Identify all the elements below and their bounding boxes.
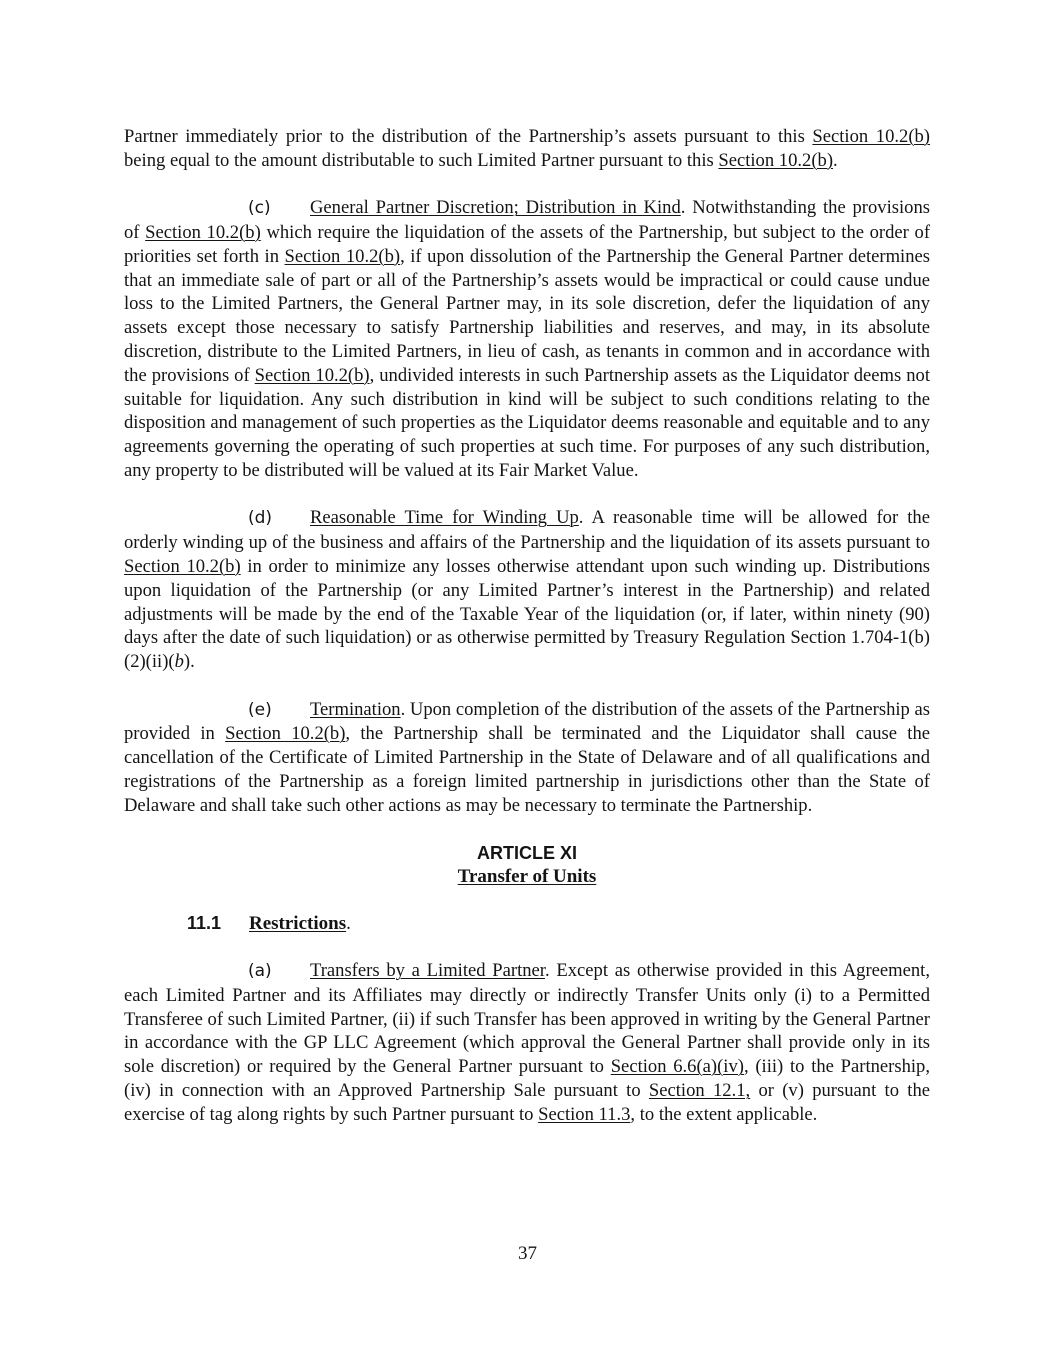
text: . xyxy=(833,149,838,171)
clause-heading: Termination xyxy=(310,698,401,720)
section-title: Restrictions xyxy=(249,912,347,934)
text: , to the extent applicable. xyxy=(630,1103,818,1125)
paragraph-c xyxy=(124,196,930,483)
text: ). xyxy=(183,651,195,673)
text: being equal to the amount distributable to such Limited Partner pursuant to this xyxy=(124,149,719,171)
paragraph-a xyxy=(124,959,930,1127)
clause-heading: Transfers by a Limited Partner xyxy=(310,960,545,982)
article-title: Transfer of Units xyxy=(457,865,597,887)
text: . Except as otherwise provided in this Agreement, each Limited Partner and its Affiliates may directly or indirectly Transfer Units only (i) to a Permitted Transferee of such Limited Partner, (ii) if such Transfer has been approved in writing by the General Partner in accordance with the GP LLC Agreement (which approval the General Partner shall provide only in its sole discretion) or required by the General Partner pursuant to xyxy=(124,960,931,1078)
document-page xyxy=(124,125,930,1127)
text: Partner immediately prior to the distribution of the Partnership’s assets pursuant to this xyxy=(124,126,813,147)
paragraph-continuation xyxy=(124,125,930,173)
clause-label: (e) xyxy=(248,699,272,720)
section-reference: Section 10.2(b) xyxy=(812,126,931,147)
section-reference: Section 11.3 xyxy=(538,1103,631,1125)
clause-heading: General Partner Discretion; Distribution in Kind xyxy=(310,197,681,219)
text: or (v) pursuant to the exercise of tag along rights by such Partner pursuant to xyxy=(124,1080,930,1125)
section-reference: Section 10.2(b) xyxy=(254,364,370,386)
clause-heading: Reasonable Time for Winding Up xyxy=(310,507,579,529)
clause-label: (a) xyxy=(248,961,272,982)
section-reference: Section 12.1, xyxy=(648,1080,751,1102)
text: . A reasonable time will be allowed for the orderly winding up of the business and affairs of the Partnership and the liquidation of its assets pursuant to xyxy=(124,507,930,554)
section-reference: Section 10.2(b) xyxy=(225,723,346,745)
section-reference: Section 10.2(b) xyxy=(284,245,401,267)
article-number: ARTICLE XI xyxy=(476,842,577,863)
clause-label: (c) xyxy=(248,198,271,219)
text: , (iii) to the Partnership, (iv) in connection with an Approved Partnership Sale pursuant to xyxy=(124,1056,930,1102)
section-number: 11.1 xyxy=(187,912,222,933)
text: . Notwithstanding the provisions of xyxy=(124,197,930,243)
clause-label: (d) xyxy=(248,508,273,529)
section-reference: Section 10.2(b) xyxy=(124,555,241,577)
text: in order to minimize any losses otherwise attendant upon such winding up. Distributions upon liquidation of the Partnership (or any Limited Partner’s interest in the Partnership) and related adjustments will be made by the end of the Taxable Year of the liquidation (or, if later, within ninety (90) days after the date of such liquidation) or as otherwise permitted by Treasury Regulation Section 1.704-1(b)(2)(ii)( xyxy=(124,555,931,673)
section-reference: Section 6.6(a)(iv) xyxy=(610,1056,744,1078)
section-reference: Section 10.2(b) xyxy=(145,221,261,243)
text: . Upon completion of the distribution of the assets of the Partnership as provided in xyxy=(124,698,930,745)
text: , if upon dissolution of the Partnership the General Partner determines that an immediate sale of part or all of the Partnership’s assets would be impractical or could cause undue loss to the Limited Partners, the General Partner may, in its sole discretion, defer the liquidation of any assets except those necessary to satisfy Partnership liabilities and reserves, and may, in its absolute discretion, distribute to the Limited Partners, in lieu of cash, as tenants in common and in accordance with the provisions of xyxy=(124,245,930,386)
page-number: 37 xyxy=(518,1243,537,1264)
text: , undivided interests in such Partnership assets as the Liquidator deems not suitable for liquidation. Any such distribution in kind will be subject to such conditions relating to the disposition and management of such properties as the Liquidator deems reasonable and equitable and to any agreements governing the operating of such properties at such time. For purposes of any such distribution, any property to be distributed will be valued at its Fair Market Value. xyxy=(124,364,930,481)
paragraph-d xyxy=(124,506,930,674)
text: which require the liquidation of the assets of the Partnership, but subject to the order of priorities set forth in xyxy=(124,221,931,267)
text: , the Partnership shall be terminated and the Liquidator shall cause the cancellation of the Certificate of Limited Partnership in the State of Delaware and of all qualifications and registrations of the Partnership as a foreign limited partnership in jurisdictions other than the State of Delaware and shall take such other actions as may be necessary to terminate the Partnership. xyxy=(124,723,930,816)
paragraph-e xyxy=(124,698,930,818)
italic-text: b xyxy=(174,651,184,673)
text: . xyxy=(346,912,351,934)
section-reference: Section 10.2(b) xyxy=(718,149,834,171)
section-heading xyxy=(124,911,930,936)
